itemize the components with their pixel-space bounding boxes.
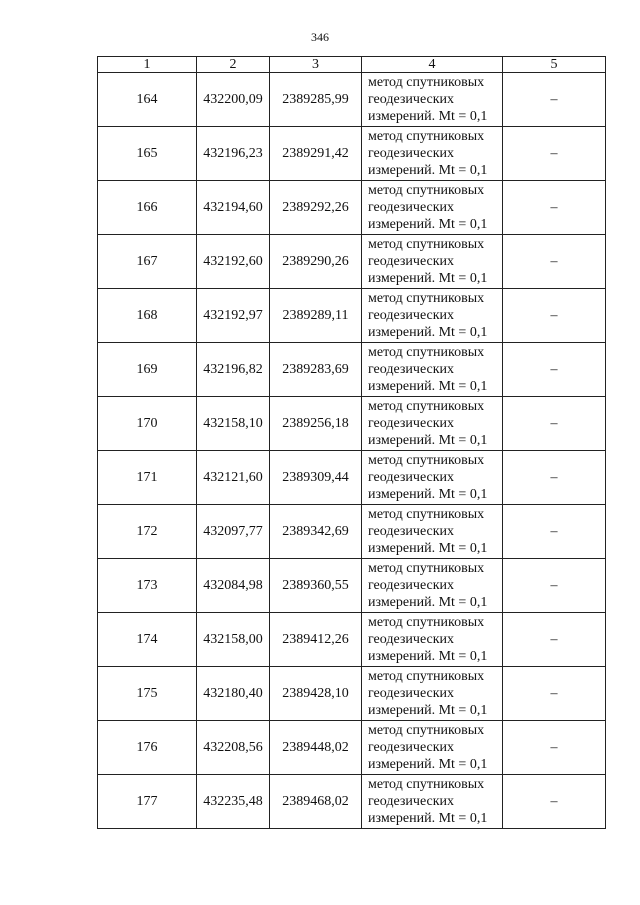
- method-line: метод спутниковых: [368, 453, 485, 468]
- column-header-1: 1: [98, 57, 197, 73]
- x-coordinate-cell: 432194,60: [197, 181, 270, 235]
- x-coordinate-cell: 432196,23: [197, 127, 270, 181]
- method-cell: [362, 127, 503, 181]
- x-coordinate-cell: 432121,60: [197, 451, 270, 505]
- method-cell: [362, 451, 503, 505]
- table-row: [98, 289, 606, 343]
- method-line: геодезических: [368, 362, 455, 377]
- method-line: геодезических: [368, 578, 455, 593]
- point-number-cell: 164: [98, 73, 197, 127]
- method-line: метод спутниковых: [368, 183, 485, 198]
- point-number-cell: 172: [98, 505, 197, 559]
- method-line: измерений. Mt = 0,1: [368, 541, 488, 556]
- x-coordinate-cell: 432084,98: [197, 559, 270, 613]
- x-coordinate-cell: 432158,00: [197, 613, 270, 667]
- y-coordinate-cell: 2389285,99: [270, 73, 362, 127]
- point-number-cell: 174: [98, 613, 197, 667]
- method-line: измерений. Mt = 0,1: [368, 379, 488, 394]
- method-cell: [362, 343, 503, 397]
- method-cell: [362, 613, 503, 667]
- method-cell: [362, 505, 503, 559]
- method-line: геодезических: [368, 146, 455, 161]
- method-line: метод спутниковых: [368, 291, 485, 306]
- point-number-cell: 177: [98, 775, 197, 829]
- method-line: метод спутниковых: [368, 561, 485, 576]
- method-line: геодезических: [368, 254, 455, 269]
- note-cell: –: [503, 127, 606, 181]
- note-cell: –: [503, 559, 606, 613]
- method-cell: [362, 181, 503, 235]
- method-cell: [362, 235, 503, 289]
- method-cell: [362, 559, 503, 613]
- point-number-cell: 170: [98, 397, 197, 451]
- column-header-2: 2: [197, 57, 270, 73]
- point-number-cell: 176: [98, 721, 197, 775]
- y-coordinate-cell: 2389290,26: [270, 235, 362, 289]
- y-coordinate-cell: 2389256,18: [270, 397, 362, 451]
- method-line: геодезических: [368, 470, 455, 485]
- method-line: метод спутниковых: [368, 75, 485, 90]
- x-coordinate-cell: 432158,10: [197, 397, 270, 451]
- method-line: измерений. Mt = 0,1: [368, 109, 488, 124]
- point-number-cell: 167: [98, 235, 197, 289]
- y-coordinate-cell: 2389309,44: [270, 451, 362, 505]
- x-coordinate-cell: 432200,09: [197, 73, 270, 127]
- table-row: [98, 181, 606, 235]
- method-line: метод спутниковых: [368, 615, 485, 630]
- table-row: [98, 235, 606, 289]
- x-coordinate-cell: 432208,56: [197, 721, 270, 775]
- method-cell: [362, 775, 503, 829]
- method-line: метод спутниковых: [368, 507, 485, 522]
- method-line: измерений. Mt = 0,1: [368, 433, 488, 448]
- method-line: метод спутниковых: [368, 399, 485, 414]
- header-row: [98, 57, 606, 73]
- column-header-4: 4: [362, 57, 503, 73]
- table-row: [98, 613, 606, 667]
- coordinates-table: [97, 56, 606, 829]
- x-coordinate-cell: 432196,82: [197, 343, 270, 397]
- method-line: геодезических: [368, 686, 455, 701]
- column-header-3: 3: [270, 57, 362, 73]
- method-line: измерений. Mt = 0,1: [368, 757, 488, 772]
- method-line: метод спутниковых: [368, 237, 485, 252]
- y-coordinate-cell: 2389428,10: [270, 667, 362, 721]
- method-line: метод спутниковых: [368, 129, 485, 144]
- y-coordinate-cell: 2389291,42: [270, 127, 362, 181]
- note-cell: –: [503, 181, 606, 235]
- table-header: [98, 57, 606, 73]
- y-coordinate-cell: 2389289,11: [270, 289, 362, 343]
- point-number-cell: 175: [98, 667, 197, 721]
- note-cell: –: [503, 775, 606, 829]
- method-line: метод спутниковых: [368, 345, 485, 360]
- method-line: измерений. Mt = 0,1: [368, 163, 488, 178]
- table-body: [98, 73, 606, 829]
- note-cell: –: [503, 613, 606, 667]
- x-coordinate-cell: 432192,97: [197, 289, 270, 343]
- note-cell: –: [503, 451, 606, 505]
- note-cell: –: [503, 235, 606, 289]
- y-coordinate-cell: 2389283,69: [270, 343, 362, 397]
- method-cell: [362, 667, 503, 721]
- method-line: метод спутниковых: [368, 777, 485, 792]
- method-line: геодезических: [368, 632, 455, 647]
- table-row: [98, 343, 606, 397]
- method-line: геодезических: [368, 740, 455, 755]
- method-line: измерений. Mt = 0,1: [368, 811, 488, 826]
- column-header-5: 5: [503, 57, 606, 73]
- method-line: геодезических: [368, 416, 455, 431]
- method-line: геодезических: [368, 200, 455, 215]
- table-row: [98, 127, 606, 181]
- table-row: [98, 73, 606, 127]
- table-row: [98, 775, 606, 829]
- page-number: 346: [311, 30, 329, 44]
- method-line: геодезических: [368, 524, 455, 539]
- method-line: метод спутниковых: [368, 723, 485, 738]
- table-row: [98, 667, 606, 721]
- x-coordinate-cell: 432097,77: [197, 505, 270, 559]
- note-cell: –: [503, 289, 606, 343]
- method-line: измерений. Mt = 0,1: [368, 595, 488, 610]
- y-coordinate-cell: 2389342,69: [270, 505, 362, 559]
- note-cell: –: [503, 73, 606, 127]
- note-cell: –: [503, 343, 606, 397]
- table-row: [98, 505, 606, 559]
- x-coordinate-cell: 432180,40: [197, 667, 270, 721]
- y-coordinate-cell: 2389468,02: [270, 775, 362, 829]
- method-line: измерений. Mt = 0,1: [368, 217, 488, 232]
- method-line: геодезических: [368, 308, 455, 323]
- table-row: [98, 559, 606, 613]
- method-cell: [362, 721, 503, 775]
- table-row: [98, 721, 606, 775]
- y-coordinate-cell: 2389412,26: [270, 613, 362, 667]
- y-coordinate-cell: 2389448,02: [270, 721, 362, 775]
- method-cell: [362, 397, 503, 451]
- method-line: измерений. Mt = 0,1: [368, 649, 488, 664]
- y-coordinate-cell: 2389292,26: [270, 181, 362, 235]
- method-line: геодезических: [368, 92, 455, 107]
- note-cell: –: [503, 721, 606, 775]
- point-number-cell: 166: [98, 181, 197, 235]
- method-line: измерений. Mt = 0,1: [368, 487, 488, 502]
- y-coordinate-cell: 2389360,55: [270, 559, 362, 613]
- method-cell: [362, 73, 503, 127]
- point-number-cell: 171: [98, 451, 197, 505]
- note-cell: –: [503, 397, 606, 451]
- table-row: [98, 397, 606, 451]
- x-coordinate-cell: 432235,48: [197, 775, 270, 829]
- method-line: измерений. Mt = 0,1: [368, 271, 488, 286]
- note-cell: –: [503, 667, 606, 721]
- point-number-cell: 173: [98, 559, 197, 613]
- method-line: геодезических: [368, 794, 455, 809]
- x-coordinate-cell: 432192,60: [197, 235, 270, 289]
- method-cell: [362, 289, 503, 343]
- point-number-cell: 169: [98, 343, 197, 397]
- note-cell: –: [503, 505, 606, 559]
- method-line: метод спутниковых: [368, 669, 485, 684]
- point-number-cell: 165: [98, 127, 197, 181]
- point-number-cell: 168: [98, 289, 197, 343]
- table-row: [98, 451, 606, 505]
- method-line: измерений. Mt = 0,1: [368, 325, 488, 340]
- method-line: измерений. Mt = 0,1: [368, 703, 488, 718]
